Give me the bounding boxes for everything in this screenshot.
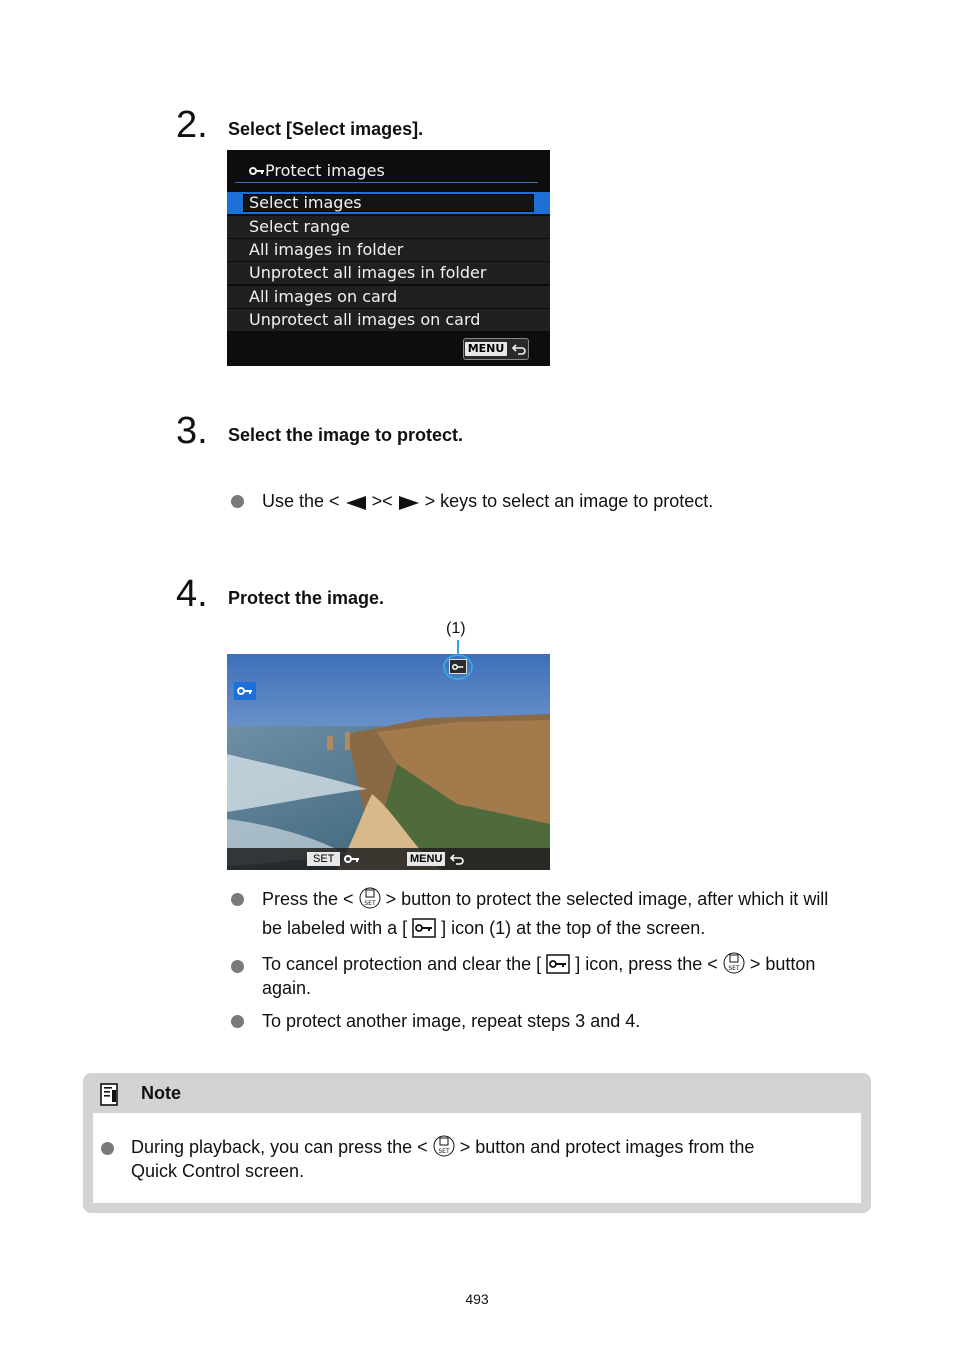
note-icon [99,1083,121,1107]
text-fragment: To cancel protection and clear the [ [262,954,542,974]
step-3-title: Select the image to protect. [228,425,464,445]
callout-line [457,640,459,654]
menu-item-label: Unprotect all images on card [249,310,481,329]
text-fragment: > button and protect images from the [459,1137,755,1157]
step-4-bullet-2 [262,952,815,1000]
step-4-bullet-1 [262,885,828,943]
return-arrow-icon [511,343,527,355]
text-fragment: During playback, you can press the < [131,1137,428,1157]
page-number: 493 [465,1291,489,1307]
protected-badge [234,682,256,700]
return-arrow-icon [449,853,465,865]
note-box [83,1073,871,1213]
note-content [93,1113,861,1203]
menu-tag: MENU [465,342,508,356]
menu-item-label: Unprotect all images in folder [249,263,487,282]
menu-item-label: All images in folder [249,240,404,259]
key-icon [249,166,265,176]
bullet [231,893,244,906]
text-fragment: > keys to select an image to protect. [424,491,714,511]
set-button-icon [723,952,745,974]
menu-item-select-range[interactable] [227,216,550,238]
note-text [131,1135,754,1183]
menu-item-select-images[interactable] [227,192,550,214]
coastline-photo [227,654,550,870]
set-button-icon [433,1135,455,1157]
step-4-number: 4. [176,573,208,615]
playback-photo [227,654,550,870]
bullet [231,960,244,973]
step-4-title: Protect the image. [228,588,385,608]
menu-divider [235,182,538,183]
text-fragment: Press the < [262,889,354,909]
bullet [101,1142,114,1155]
key-icon [237,686,253,696]
callout-label: (1) [446,620,466,637]
menu-item-label: Select range [249,217,350,236]
text-fragment: > button [749,954,816,974]
note-title: Note [141,1083,181,1103]
bullet [231,1015,244,1028]
text-fragment: again. [262,978,312,998]
step-3-number: 3. [176,410,208,452]
svg-text:SET: SET [363,900,376,907]
menu-item-all-images-on-card[interactable] [227,286,550,308]
menu-item-label: All images on card [249,287,398,306]
menu-item-unprotect-all-in-folder[interactable] [227,262,550,284]
photo-bottom-bar [227,848,550,870]
step-3-bullet-text [262,487,713,516]
bullet [231,495,244,508]
left-arrow-key-icon [345,495,367,511]
svg-text:SET: SET [728,965,740,972]
text-fragment: ] icon, press the < [575,954,718,974]
menu-back-button[interactable] [463,338,529,360]
menu-header-title: Protect images [265,161,385,180]
menu-item-unprotect-all-on-card[interactable] [227,309,550,331]
set-button-icon [359,887,381,909]
text-fragment: >< [371,491,393,511]
text-fragment: ] icon (1) at the top of the screen. [441,918,706,938]
step-2-number: 2. [176,104,208,146]
menu-item-label: Select images [249,193,362,212]
text-fragment: > button to protect the selected image, after which it will [385,889,829,909]
key-icon [344,854,360,864]
svg-text:SET: SET [438,1148,450,1155]
protect-status-icon [449,659,467,674]
menu-header [249,161,385,180]
step-2-title: Select [Select images]. [228,119,424,139]
set-tag: SET [307,852,340,866]
menu-item-all-images-in-folder[interactable] [227,239,550,261]
step-4-bullet-3: To protect another image, repeat steps 3 and 4. [262,1011,641,1031]
text-fragment: Use the < [262,491,340,511]
text-fragment: Quick Control screen. [131,1161,305,1181]
right-arrow-key-icon [398,495,420,511]
protect-key-icon [546,954,570,974]
set-protect-button[interactable] [307,851,373,866]
text-fragment: be labeled with a [ [262,918,408,938]
protect-key-icon [412,918,436,938]
protect-images-menu-screen [227,150,550,366]
menu-tag: MENU [407,852,445,866]
menu-back-button[interactable] [407,851,473,866]
key-icon [452,663,464,671]
